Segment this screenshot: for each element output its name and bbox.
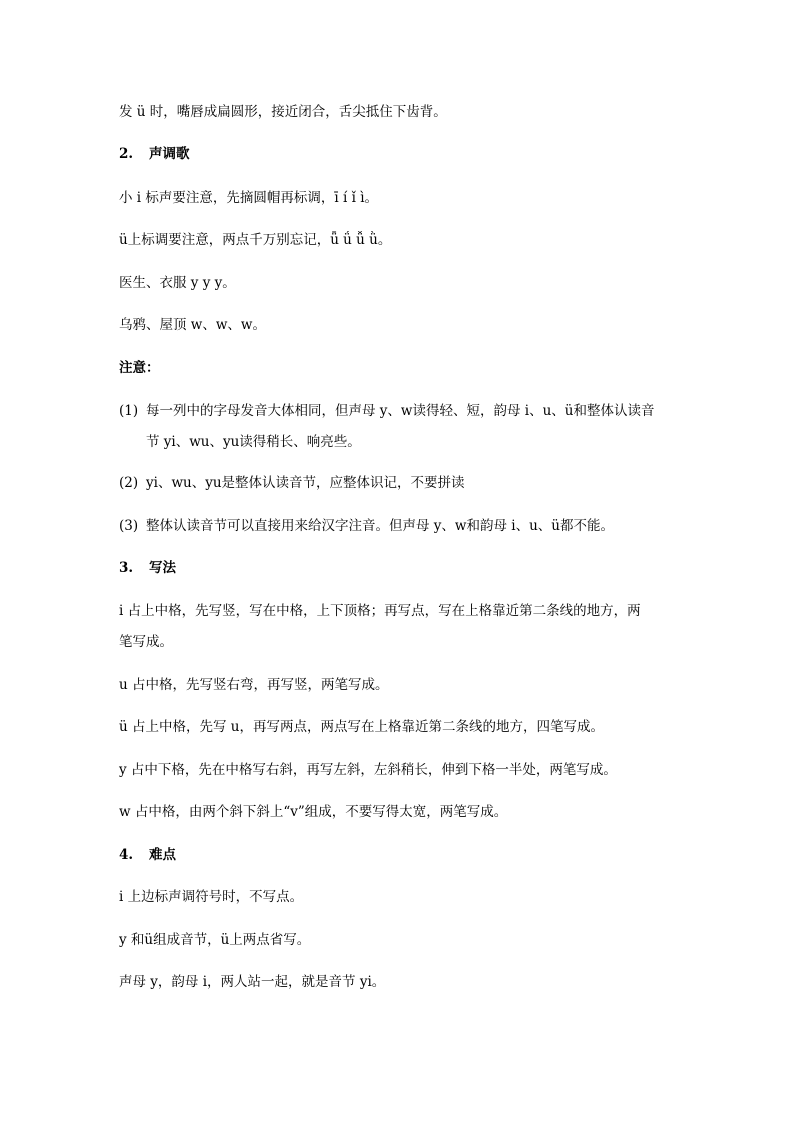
note-number: (2) [119,475,139,491]
text-line: 声母 y，韵母 i，两人站一起，就是音节 yi。 [119,974,386,990]
note-item [119,402,654,420]
note-number: (3) [119,518,139,534]
text-line: 笔写成。 [119,634,173,650]
note-text: 每一列中的字母发音大体相同，但声母 y、w读得轻、短，韵母 i、u、ü和整体认读音 [146,403,655,419]
section-heading [119,846,176,864]
text-line: ü上标调要注意，两点千万别忘记，ǖ ǘ ǚ ǜ。 [119,232,392,248]
text-line: 医生、衣服 y y y。 [119,275,236,291]
section-title: 难点 [149,847,176,863]
note-number: (1) [119,403,139,419]
section-title: 声调歌 [149,146,190,162]
section-number: 3. [119,560,134,576]
text-line: y 和ü组成音节，ü上两点省写。 [119,932,311,948]
note-item [119,474,465,492]
text-line: i 上边标声调符号时，不写点。 [119,889,304,905]
text-line: u 占中格，先写竖右弯，再写竖，两笔写成。 [119,677,389,693]
section-heading [119,559,176,577]
text-line: 小 i 标声要注意，先摘圆帽再标调，ī í ǐ ì。 [119,190,379,206]
section-heading [119,145,190,163]
text-line: 发 ü 时，嘴唇成扁圆形，接近闭合，舌尖抵住下齿背。 [119,104,447,120]
note-item [119,517,614,535]
note-text: yi、wu、yu是整体认读音节，应整体识记，不要拼读 [146,475,465,491]
text-line: i 占上中格，先写竖，写在中格，上下顶格；再写点，写在上格靠近第二条线的地方，两 [119,603,641,619]
text-line: y 占中下格，先在中格写右斜，再写左斜，左斜稍长，伸到下格一半处，两笔写成。 [119,762,617,778]
text-line: w 占中格，由两个斜下斜上“v”组成，不要写得太宽，两笔写成。 [119,804,508,820]
section-number: 2. [119,146,134,162]
section-title: 写法 [149,560,176,576]
note-text: 整体认读音节可以直接用来给汉字注音。但声母 y、w和韵母 i、u、ü都不能。 [146,518,614,534]
note-heading: 注意： [119,360,160,376]
text-line: 乌鸦、屋顶 w、w、w。 [119,317,266,333]
text-line: ü 占上中格，先写 u，再写两点，两点写在上格靠近第二条线的地方，四笔写成。 [119,719,604,735]
section-number: 4. [119,847,134,863]
note-item-continuation: 节 yi、wu、yu读得稍长、响亮些。 [146,434,361,450]
